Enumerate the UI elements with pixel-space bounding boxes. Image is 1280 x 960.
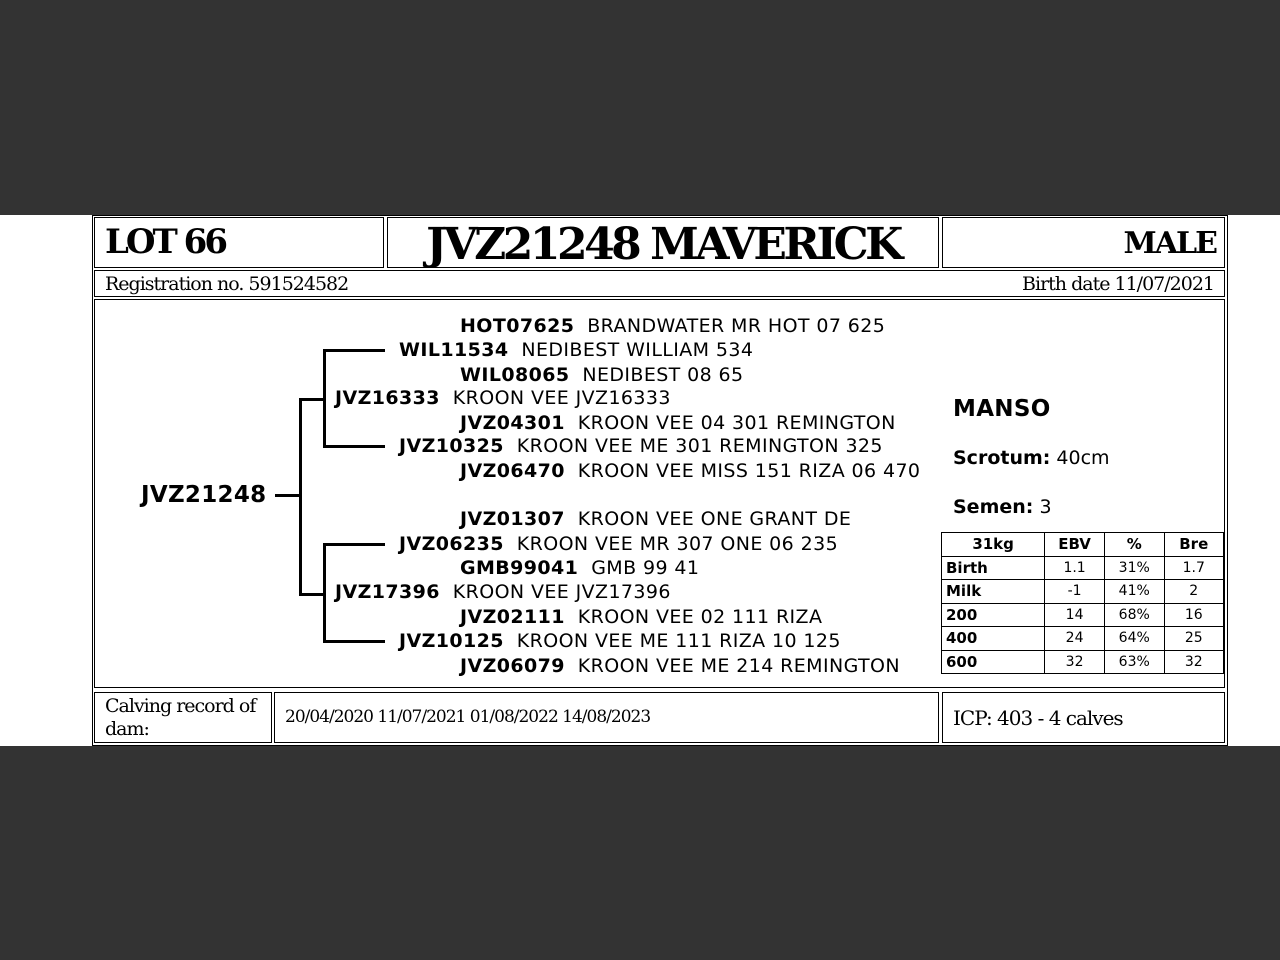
ebv-value: 24 <box>1045 627 1105 651</box>
animal-title: JVZ21248 MAVERICK <box>426 219 900 270</box>
pedigree-code: JVZ06235 <box>399 533 504 555</box>
lot-number: LOT 66 <box>105 222 225 262</box>
pedigree-code: JVZ17396 <box>335 581 440 603</box>
ebv-row <box>942 650 1224 674</box>
ebv-label: 200 <box>942 603 1045 627</box>
ebv-row <box>942 580 1224 604</box>
ebv-breed: 1.7 <box>1164 556 1223 580</box>
pedigree-name: KROON VEE JVZ17396 <box>452 581 671 603</box>
pedigree-dam-dam-dam <box>460 655 900 677</box>
dam-dam-connector <box>323 640 385 643</box>
pedigree-name: KROON VEE 04 301 REMINGTON <box>577 412 896 434</box>
ebv-header: % <box>1104 533 1164 557</box>
pedigree-sire-sire-sire <box>460 315 885 337</box>
dam-sire-connector <box>323 543 385 546</box>
pedigree-sire-dam-dam <box>460 460 920 482</box>
semen-label: Semen: <box>953 496 1034 518</box>
pedigree-name: KROON VEE ME 214 REMINGTON <box>577 655 900 677</box>
ebv-row <box>942 556 1224 580</box>
registration-number: Registration no. 591524582 <box>105 273 349 295</box>
pedigree-name: KROON VEE ONE GRANT DE <box>577 508 852 530</box>
pedigree-name: KROON VEE ME 301 REMINGTON 325 <box>516 435 883 457</box>
birth-date: Birth date 11/07/2021 <box>1022 273 1214 295</box>
ebv-table <box>941 532 1224 674</box>
sex-box <box>942 217 1225 268</box>
scrotum-value: 40cm <box>1056 447 1110 469</box>
ebv-row <box>942 603 1224 627</box>
pedigree-dam-dam-sire <box>460 606 822 628</box>
ebv-header-row <box>942 533 1224 557</box>
ebv-row <box>942 627 1224 651</box>
scrotum-stat <box>953 447 1110 469</box>
pedigree-dam-sire-sire <box>460 508 851 530</box>
semen-value: 3 <box>1039 496 1052 518</box>
parents-vertical <box>299 398 302 596</box>
pedigree-sire-dam-sire <box>460 412 896 434</box>
calving-dates-box <box>274 692 939 743</box>
ebv-breed: 2 <box>1164 580 1223 604</box>
sire-dam-connector <box>323 445 385 448</box>
pedigree-name: GMB 99 41 <box>591 557 700 579</box>
pedigree-name: KROON VEE MISS 151 RIZA 06 470 <box>577 460 921 482</box>
scrotum-label: Scrotum: <box>953 447 1051 469</box>
pedigree-code: WIL08065 <box>460 364 570 386</box>
semen-stat <box>953 496 1052 518</box>
pedigree-code: JVZ10125 <box>399 630 504 652</box>
pedigree-dam-sire <box>399 533 838 555</box>
calving-dates: 20/04/2020 11/07/2021 01/08/2022 14/08/2023 <box>285 707 651 727</box>
ebv-header: 31kg <box>942 533 1045 557</box>
pedigree-sire-sire-dam <box>460 364 744 386</box>
ebv-label: Milk <box>942 580 1045 604</box>
pedigree-code: JVZ04301 <box>460 412 565 434</box>
breed-code: MANSO <box>953 396 1051 422</box>
dam-branch-vertical <box>323 543 326 643</box>
lot-card <box>0 215 1280 746</box>
pedigree-code: HOT07625 <box>460 315 575 337</box>
ebv-breed: 32 <box>1164 650 1223 674</box>
pedigree-animal: JVZ21248 <box>141 482 267 508</box>
ebv-value: 1.1 <box>1045 556 1105 580</box>
animal-title-box <box>387 217 939 268</box>
animal-sex: MALE <box>1123 226 1216 261</box>
pedigree-name: KROON VEE MR 307 ONE 06 235 <box>516 533 839 555</box>
pedigree-code: JVZ06079 <box>460 655 565 677</box>
pedigree-code: JVZ06470 <box>460 460 565 482</box>
pedigree-sire-sire <box>399 339 753 361</box>
pedigree-sire-dam <box>399 435 883 457</box>
calving-label: Calving record of dam: <box>105 695 256 740</box>
pedigree-code: JVZ10325 <box>399 435 504 457</box>
ebv-value: -1 <box>1045 580 1105 604</box>
pedigree-code: GMB99041 <box>460 557 579 579</box>
ebv-percent: 68% <box>1104 603 1164 627</box>
ebv-percent: 64% <box>1104 627 1164 651</box>
pedigree-name: NEDIBEST WILLIAM 534 <box>521 339 754 361</box>
ebv-percent: 31% <box>1104 556 1164 580</box>
ebv-label: 600 <box>942 650 1045 674</box>
dam-tick <box>299 593 325 596</box>
ebv-value: 14 <box>1045 603 1105 627</box>
lot-number-box <box>94 217 384 268</box>
ebv-header: EBV <box>1045 533 1105 557</box>
pedigree-code: WIL11534 <box>399 339 509 361</box>
ebv-header: Bre <box>1164 533 1223 557</box>
registration-row <box>94 270 1225 297</box>
pedigree-code: JVZ16333 <box>335 387 440 409</box>
pedigree-name: NEDIBEST 08 65 <box>582 364 744 386</box>
ebv-label: 400 <box>942 627 1045 651</box>
icp-value: ICP: 403 - 4 calves <box>953 706 1123 730</box>
root-connector <box>275 494 299 497</box>
pedigree-dam <box>335 581 671 603</box>
pedigree-name: KROON VEE 02 111 RIZA <box>577 606 823 628</box>
pedigree-dam-dam <box>399 630 841 652</box>
ebv-value: 32 <box>1045 650 1105 674</box>
icp-box <box>942 692 1225 743</box>
ebv-percent: 63% <box>1104 650 1164 674</box>
sire-branch-vertical <box>323 349 326 447</box>
pedigree-sire <box>335 387 671 409</box>
sire-tick <box>299 398 325 401</box>
pedigree-dam-sire-dam <box>460 557 699 579</box>
sire-sire-connector <box>323 349 385 352</box>
pedigree-name: KROON VEE JVZ16333 <box>452 387 671 409</box>
pedigree-code: JVZ02111 <box>460 606 565 628</box>
pedigree-name: BRANDWATER MR HOT 07 625 <box>587 315 886 337</box>
calving-label-box <box>94 692 272 743</box>
ebv-percent: 41% <box>1104 580 1164 604</box>
pedigree-name: KROON VEE ME 111 RIZA 10 125 <box>516 630 841 652</box>
pedigree-code: JVZ01307 <box>460 508 565 530</box>
ebv-label: Birth <box>942 556 1045 580</box>
ebv-breed: 25 <box>1164 627 1223 651</box>
ebv-breed: 16 <box>1164 603 1223 627</box>
pedigree-panel <box>94 299 1225 688</box>
